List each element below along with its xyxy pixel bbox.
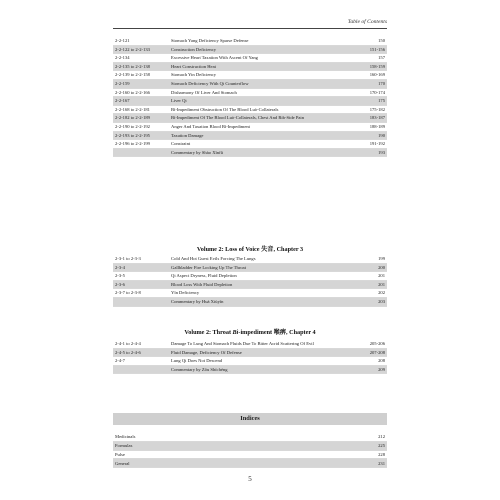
entry-page: 201 [355, 272, 387, 281]
entry-page: 183-187 [355, 114, 387, 123]
entry-code: 2-2-122 to 2-2-133 [113, 45, 169, 54]
entry-code: 2-2-168 to 2-2-181 [113, 105, 169, 114]
entry-page: 175 [355, 97, 387, 106]
toc-entry-row[interactable] [113, 365, 387, 374]
entry-title: Blood Loss With Fluid Depletion [169, 280, 355, 289]
entry-code: 2-4-5 to 2-4-6 [113, 348, 169, 357]
toc-entry-row[interactable] [113, 280, 387, 289]
entry-page: 212 [353, 433, 387, 441]
toc-table-loss-of-voice [113, 255, 387, 307]
entry-code: 2-2-182 to 2-2-189 [113, 114, 169, 123]
entry-title: Commentary by Zōu Shíchéng [169, 365, 355, 374]
toc-entry-row[interactable] [113, 140, 387, 149]
entry-title: Damage To Lung And Stomach Fluids Due To Bitter Acrid Scattering Of Evil [169, 340, 355, 348]
toc-entry-row[interactable] [113, 114, 387, 123]
entry-page: 157 [355, 54, 387, 63]
toc-entry-row[interactable] [113, 272, 387, 281]
header-rule [113, 28, 387, 29]
toc-entry-row[interactable] [113, 348, 387, 357]
toc-entry-row[interactable] [113, 340, 387, 348]
entry-code: 2-3-1 to 2-3-3 [113, 255, 169, 263]
entry-code: 2-3-5 [113, 272, 169, 281]
volume-heading-throat [113, 327, 387, 336]
entry-code: 2-2-121 [113, 37, 169, 45]
entry-page: 200 [355, 263, 387, 272]
volume-heading-italic: Bì [232, 329, 239, 336]
entry-title: Anger And Taxation Blood Bì-Impediment [169, 122, 355, 131]
entry-title: Bì-Impediment Of The Blood Luò-Collaterals, Chest And Rib-Side Pain [169, 114, 355, 123]
entry-page: 175-182 [355, 105, 387, 114]
entry-title: Pulse [113, 450, 353, 459]
toc-entry-row[interactable] [113, 97, 387, 106]
entry-code: 2-2-160 to 2-2-166 [113, 88, 169, 97]
entry-title: Qi Aspect Dryness, Fluid Depletion [169, 272, 355, 281]
toc-entry-row[interactable] [113, 71, 387, 80]
entry-code: 2-2-193 to 2-2-195 [113, 131, 169, 140]
entry-code: 2-3-7 to 2-3-8 [113, 289, 169, 298]
toc-entry-row[interactable] [113, 255, 387, 263]
entry-title: Lung Qi Does Not Descend [169, 357, 355, 366]
entry-code: 2-2-135 to 2-2-138 [113, 62, 169, 71]
toc-entry-row[interactable] [113, 441, 387, 450]
entry-code: 2-2-134 [113, 54, 169, 63]
toc-entry-row[interactable] [113, 263, 387, 272]
entry-title: Gallbladder Fire Locking Up The Throat [169, 263, 355, 272]
entry-code: 2-2-139 to 2-2-158 [113, 71, 169, 80]
entry-page: 208 [355, 357, 387, 366]
toc-entry-row[interactable] [113, 289, 387, 298]
entry-page: 203 [355, 297, 387, 306]
entry-title: Excessive Heart Taxation With Ascent Of Yang [169, 54, 355, 63]
indices-table [113, 433, 387, 468]
entry-code: 2-2-167 [113, 97, 169, 106]
entry-page: 170 [355, 79, 387, 88]
entry-page: 201 [355, 280, 387, 289]
toc-entry-row[interactable] [113, 79, 387, 88]
toc-entry-row[interactable] [113, 105, 387, 114]
entry-page: 188-189 [355, 122, 387, 131]
entry-code: 2-3-6 [113, 280, 169, 289]
toc-entry-row[interactable] [113, 357, 387, 366]
toc-table-section [113, 37, 387, 157]
entry-title: Cold And Hot Guest Evils Forcing The Lungs [169, 255, 355, 263]
entry-code: 2-2-190 to 2-2-192 [113, 122, 169, 131]
entry-title: Bì-Impediment Obstruction Of The Blood Luò-Collaterals [169, 105, 355, 114]
entry-title: Medicinals [113, 433, 353, 441]
toc-entry-row[interactable] [113, 148, 387, 157]
entry-page: 151-156 [355, 45, 387, 54]
entry-title: Fluid Damage, Deficiency Of Defense [169, 348, 355, 357]
entry-title: Taxation Damage [169, 131, 355, 140]
entry-page: 158-159 [355, 62, 387, 71]
toc-entry-row[interactable] [113, 450, 387, 459]
entry-title: Yīn Deficiency [169, 289, 355, 298]
entry-page: 193 [355, 148, 387, 157]
entry-code [113, 297, 169, 306]
toc-entry-row[interactable] [113, 122, 387, 131]
entry-title: Commentary by Shào Xīnfǔ [169, 148, 355, 157]
entry-code: 2-3-4 [113, 263, 169, 272]
entry-page: 170-174 [355, 88, 387, 97]
volume-heading-suffix: -impediment 喉痹, Chapter 4 [238, 329, 316, 336]
toc-entry-row[interactable] [113, 131, 387, 140]
entry-title: General [113, 459, 353, 468]
entry-code: 2-4-1 to 2-4-4 [113, 340, 169, 348]
entry-page: 191-192 [355, 140, 387, 149]
entry-title: Disharmony Of Liver And Stomach [169, 88, 355, 97]
entry-title: Stomach Yin Deficiency [169, 71, 355, 80]
indices-heading: Indices [113, 413, 387, 425]
entry-page: 225 [353, 441, 387, 450]
entry-title: Commentary by Huà Xiùyīn [169, 297, 355, 306]
entry-title: Heart Construction Heat [169, 62, 355, 71]
entry-code: 2-2-159 [113, 79, 169, 88]
entry-title: Stomach Yang Deficiency Sparse Defense [169, 37, 355, 45]
entry-page: 150 [355, 37, 387, 45]
volume-heading-prefix: Volume 2: Throat [184, 329, 233, 336]
toc-entry-row[interactable] [113, 297, 387, 306]
entry-page: 190 [355, 131, 387, 140]
entry-title: Formulas [113, 441, 353, 450]
entry-title: Liver Qi [169, 97, 355, 106]
entry-title: Construction Deficiency [169, 45, 355, 54]
entry-page: 207-208 [355, 348, 387, 357]
entry-page: 160-169 [355, 71, 387, 80]
entry-code [113, 148, 169, 157]
entry-title: Stomach Deficiency With Qi Counterflow [169, 79, 355, 88]
entry-page: 209 [355, 365, 387, 374]
entry-page: 228 [353, 450, 387, 459]
page-number: 5 [248, 475, 252, 483]
entry-code: 2-4-7 [113, 357, 169, 366]
entry-page: 205-206 [355, 340, 387, 348]
entry-code [113, 365, 169, 374]
entry-page: 231 [353, 459, 387, 468]
entry-page: 202 [355, 289, 387, 298]
entry-page: 199 [355, 255, 387, 263]
toc-entry-row[interactable] [113, 459, 387, 468]
toc-entry-row[interactable] [113, 54, 387, 63]
toc-entry-row[interactable] [113, 37, 387, 45]
toc-entry-row[interactable] [113, 62, 387, 71]
toc-table-throat [113, 340, 387, 374]
toc-entry-row[interactable] [113, 433, 387, 441]
entry-code: 2-2-196 to 2-2-199 [113, 140, 169, 149]
toc-entry-row[interactable] [113, 88, 387, 97]
running-header: Table of Contents [347, 19, 387, 25]
toc-entry-row[interactable] [113, 45, 387, 54]
entry-title: Constraint [169, 140, 355, 149]
volume-heading-loss-of-voice: Volume 2: Loss of Voice 失音, Chapter 3 [196, 246, 304, 253]
